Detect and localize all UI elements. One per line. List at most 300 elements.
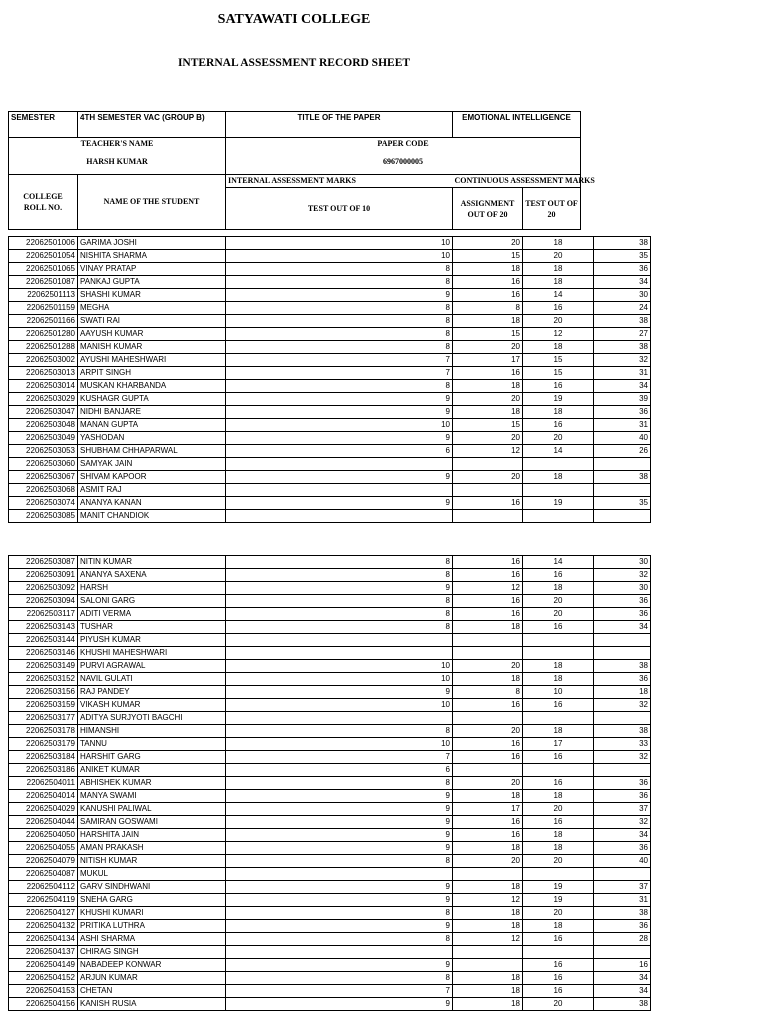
test20-cell: 20 <box>523 250 594 263</box>
student-name-cell: GARV SINDHWANI <box>78 881 226 894</box>
total40-cell: 28 <box>594 933 651 946</box>
roll-number-cell: 22062503087 <box>9 556 78 569</box>
assignment20-cell: 20 <box>453 341 523 354</box>
test10-cell: 9 <box>226 582 453 595</box>
student-name-cell: RAJ PANDEY <box>78 686 226 699</box>
table-row <box>9 686 651 699</box>
student-name-cell: YASHODAN <box>78 432 226 445</box>
total40-cell: 36 <box>594 608 651 621</box>
table-row <box>9 302 651 315</box>
student-name-cell: ANANYA SAXENA <box>78 569 226 582</box>
roll-number-cell: 22062501054 <box>9 250 78 263</box>
roll-number-cell: 22062503085 <box>9 510 78 523</box>
total40-cell: 35 <box>594 250 651 263</box>
table-row <box>9 673 651 686</box>
roll-number-cell: 22062503014 <box>9 380 78 393</box>
table-row <box>9 608 651 621</box>
total40-cell: 30 <box>594 582 651 595</box>
test10-cell: 8 <box>226 328 453 341</box>
test10-cell: 9 <box>226 829 453 842</box>
student-name-cell: GARIMA JOSHI <box>78 237 226 250</box>
roll-number-cell: 22062503177 <box>9 712 78 725</box>
roll-number-cell: 22062503156 <box>9 686 78 699</box>
assignment20-cell <box>453 510 523 523</box>
student-name-cell: ADITI VERMA <box>78 608 226 621</box>
assignment20-cell: 15 <box>453 419 523 432</box>
header-table <box>8 111 595 230</box>
test20-cell: 20 <box>523 998 594 1011</box>
test10-cell <box>226 647 453 660</box>
total40-cell <box>594 647 651 660</box>
table-row <box>9 393 651 406</box>
roll-number-cell: 22062501087 <box>9 276 78 289</box>
test10-cell: 9 <box>226 881 453 894</box>
assignment20-cell: 12 <box>453 445 523 458</box>
test20-cell: 18 <box>523 829 594 842</box>
student-name-cell: NISHITA SHARMA <box>78 250 226 263</box>
assignment20-cell: 16 <box>453 699 523 712</box>
test10-cell <box>226 868 453 881</box>
table-row <box>9 432 651 445</box>
table-row <box>9 484 651 497</box>
total40-cell <box>594 458 651 471</box>
roll-number-cell: 22062503047 <box>9 406 78 419</box>
total40-cell: 38 <box>594 315 651 328</box>
assignment20-cell: 8 <box>453 302 523 315</box>
test10-cell: 8 <box>226 569 453 582</box>
total40-cell: 34 <box>594 276 651 289</box>
student-name-cell: SWATI RAI <box>78 315 226 328</box>
table-row <box>9 751 651 764</box>
assignment20-cell: 20 <box>453 432 523 445</box>
table-row <box>9 595 651 608</box>
total40-cell <box>594 946 651 959</box>
test10-cell <box>226 712 453 725</box>
assignment20-cell: 8 <box>453 686 523 699</box>
total40-cell: 38 <box>594 471 651 484</box>
table-row <box>9 777 651 790</box>
table-row <box>9 725 651 738</box>
table-row <box>9 276 651 289</box>
total40-cell: 36 <box>594 920 651 933</box>
total40-cell <box>594 484 651 497</box>
test20-cell: 20 <box>523 315 594 328</box>
test20-cell: 18 <box>523 842 594 855</box>
test20-cell: 15 <box>523 354 594 367</box>
test20-cell: 20 <box>523 907 594 920</box>
student-name-cell: HARSHIT GARG <box>78 751 226 764</box>
roll-number-cell: 22062503143 <box>9 621 78 634</box>
student-name-cell: KHUSHI MAHESHWARI <box>78 647 226 660</box>
test20-cell: 16 <box>523 302 594 315</box>
roll-number-cell: 22062504079 <box>9 855 78 868</box>
assignment20-cell: 18 <box>453 380 523 393</box>
student-name-cell: MEGHA <box>78 302 226 315</box>
assignment20-cell: 20 <box>453 471 523 484</box>
test20-cell: 19 <box>523 497 594 510</box>
assignment20-cell: 16 <box>453 608 523 621</box>
roll-number-cell: 22062501006 <box>9 237 78 250</box>
roll-number-cell: 22062504112 <box>9 881 78 894</box>
table-row <box>9 621 651 634</box>
assignment20-cell: 18 <box>453 972 523 985</box>
total40-cell: 32 <box>594 699 651 712</box>
assignment20-cell: 20 <box>453 237 523 250</box>
student-name-cell: HARSHITA JAIN <box>78 829 226 842</box>
assignment20-cell: 20 <box>453 777 523 790</box>
student-name-cell: ARJUN KUMAR <box>78 972 226 985</box>
student-name-cell: KUSHAGR GUPTA <box>78 393 226 406</box>
student-name-cell: MANIT CHANDIOK <box>78 510 226 523</box>
test20-cell: 20 <box>523 595 594 608</box>
college-name: SATYAWATI COLLEGE <box>217 12 371 27</box>
total40-cell: 38 <box>594 341 651 354</box>
test20-cell: 16 <box>523 419 594 432</box>
test20-cell <box>523 634 594 647</box>
total40-cell: 36 <box>594 595 651 608</box>
test20-cell: 16 <box>523 777 594 790</box>
table-row <box>9 816 651 829</box>
test10-cell: 10 <box>226 699 453 712</box>
test10-cell <box>226 484 453 497</box>
test10-cell: 9 <box>226 471 453 484</box>
assignment20-cell: 18 <box>453 998 523 1011</box>
student-name-cell: SAMIRAN GOSWAMI <box>78 816 226 829</box>
test10-cell: 7 <box>226 367 453 380</box>
student-name-cell: ANANYA KANAN <box>78 497 226 510</box>
student-name-cell: AMAN PRAKASH <box>78 842 226 855</box>
assignment20-cell <box>453 764 523 777</box>
roll-number-cell: 22062504044 <box>9 816 78 829</box>
student-name-cell: KHUSHI KUMARI <box>78 907 226 920</box>
test10-cell: 9 <box>226 803 453 816</box>
student-name-cell: NITISH KUMAR <box>78 855 226 868</box>
table-row <box>9 406 651 419</box>
roll-number-cell: 22062503178 <box>9 725 78 738</box>
roll-number-cell: 22062504137 <box>9 946 78 959</box>
roll-number-cell: 22062501159 <box>9 302 78 315</box>
assignment20-cell: 18 <box>453 907 523 920</box>
roll-number-cell: 22062503091 <box>9 569 78 582</box>
total40-cell: 26 <box>594 445 651 458</box>
table-row <box>9 510 651 523</box>
roll-number-cell: 22062504014 <box>9 790 78 803</box>
total40-cell: 31 <box>594 419 651 432</box>
table-row <box>9 458 651 471</box>
table-row <box>9 445 651 458</box>
roll-number-cell: 22062503152 <box>9 673 78 686</box>
student-name-cell: PIYUSH KUMAR <box>78 634 226 647</box>
test10-cell: 8 <box>226 907 453 920</box>
total40-cell: 33 <box>594 738 651 751</box>
roll-number-cell: 22062503117 <box>9 608 78 621</box>
test20-cell <box>523 868 594 881</box>
roll-number-cell: 22062501280 <box>9 328 78 341</box>
test20-cell <box>523 484 594 497</box>
assignment20-cell: 20 <box>453 855 523 868</box>
assignment20-cell: 16 <box>453 276 523 289</box>
test10-cell: 8 <box>226 777 453 790</box>
table-row <box>9 237 651 250</box>
test20-cell: 14 <box>523 445 594 458</box>
student-name-cell: AYUSHI MAHESHWARI <box>78 354 226 367</box>
student-name-cell: SHIVAM KAPOOR <box>78 471 226 484</box>
test10-column-header: TEST OUT OF 10 <box>226 188 453 230</box>
roll-number-cell: 22062503092 <box>9 582 78 595</box>
paper-title-value: EMOTIONAL INTELLIGENCE <box>453 112 581 138</box>
table-row <box>9 946 651 959</box>
assignment20-cell: 17 <box>453 354 523 367</box>
total40-cell: 30 <box>594 289 651 302</box>
roll-number-cell: 22062503067 <box>9 471 78 484</box>
table-row <box>9 569 651 582</box>
total40-cell: 31 <box>594 367 651 380</box>
test10-cell: 10 <box>226 738 453 751</box>
test10-cell: 10 <box>226 660 453 673</box>
roll-number-cell: 22062503094 <box>9 595 78 608</box>
assignment20-cell: 16 <box>453 556 523 569</box>
table-row <box>9 868 651 881</box>
test10-cell: 10 <box>226 673 453 686</box>
table-row <box>9 699 651 712</box>
test10-cell: 9 <box>226 686 453 699</box>
test20-cell: 16 <box>523 699 594 712</box>
table-row <box>9 738 651 751</box>
test10-cell: 9 <box>226 816 453 829</box>
roll-number-cell: 22062501113 <box>9 289 78 302</box>
test20-cell: 18 <box>523 673 594 686</box>
test10-cell: 8 <box>226 302 453 315</box>
test20-cell: 16 <box>523 751 594 764</box>
total40-cell: 38 <box>594 725 651 738</box>
table-row <box>9 634 651 647</box>
test10-cell: 8 <box>226 608 453 621</box>
table-row <box>9 894 651 907</box>
roll-column-header: COLLEGE ROLL NO. <box>9 175 78 230</box>
total40-cell: 36 <box>594 406 651 419</box>
total40-cell: 18 <box>594 686 651 699</box>
total40-cell: 38 <box>594 998 651 1011</box>
assignment20-cell: 16 <box>453 595 523 608</box>
semester-label: SEMESTER <box>9 112 78 138</box>
student-name-cell: TUSHAR <box>78 621 226 634</box>
test10-cell: 8 <box>226 341 453 354</box>
test20-cell: 19 <box>523 393 594 406</box>
test10-cell: 10 <box>226 419 453 432</box>
test20-cell: 20 <box>523 803 594 816</box>
test10-cell: 7 <box>226 751 453 764</box>
assignment20-cell: 15 <box>453 250 523 263</box>
total40-cell: 34 <box>594 380 651 393</box>
student-name-cell: MANISH KUMAR <box>78 341 226 354</box>
continuous-marks-group-header: CONTINUOUS ASSESSMENT MARKS <box>453 175 581 188</box>
assignment20-cell: 18 <box>453 263 523 276</box>
test20-cell: 14 <box>523 556 594 569</box>
table-row <box>9 790 651 803</box>
student-name-cell: ABHISHEK KUMAR <box>78 777 226 790</box>
total40-cell: 32 <box>594 816 651 829</box>
test10-cell: 9 <box>226 432 453 445</box>
total40-cell: 40 <box>594 855 651 868</box>
total40-cell: 37 <box>594 803 651 816</box>
table-row <box>9 354 651 367</box>
test10-cell: 9 <box>226 998 453 1011</box>
student-name-cell: PURVI AGRAWAL <box>78 660 226 673</box>
student-name-cell: CHIRAG SINGH <box>78 946 226 959</box>
test10-cell: 6 <box>226 445 453 458</box>
assignment20-cell: 18 <box>453 920 523 933</box>
student-name-cell: NITIN KUMAR <box>78 556 226 569</box>
table-row <box>9 933 651 946</box>
assignment20-cell: 18 <box>453 881 523 894</box>
semester-value: 4TH SEMESTER VAC (GROUP B) <box>78 112 226 138</box>
internal-marks-group-header: INTERNAL ASSESSMENT MARKS <box>226 175 453 188</box>
assignment20-cell <box>453 946 523 959</box>
total40-cell: 30 <box>594 556 651 569</box>
student-name-cell: PRITIKA LUTHRA <box>78 920 226 933</box>
table-row <box>9 289 651 302</box>
total40-cell: 32 <box>594 354 651 367</box>
test10-cell: 8 <box>226 933 453 946</box>
student-name-cell: SNEHA GARG <box>78 894 226 907</box>
test10-cell: 8 <box>226 263 453 276</box>
total40-cell: 36 <box>594 777 651 790</box>
table-row <box>9 419 651 432</box>
assignment20-cell: 16 <box>453 816 523 829</box>
total40-cell: 32 <box>594 569 651 582</box>
table-row <box>9 582 651 595</box>
test20-cell: 20 <box>523 608 594 621</box>
test10-cell: 8 <box>226 380 453 393</box>
assignment20-cell: 16 <box>453 829 523 842</box>
assignment20-cell: 15 <box>453 328 523 341</box>
table-row <box>9 881 651 894</box>
test10-cell: 9 <box>226 959 453 972</box>
table-row <box>9 712 651 725</box>
test10-cell: 9 <box>226 894 453 907</box>
table-row <box>9 380 651 393</box>
paper-title-label: TITLE OF THE PAPER <box>226 112 453 138</box>
roll-number-cell: 22062503186 <box>9 764 78 777</box>
total40-cell: 36 <box>594 263 651 276</box>
test20-cell <box>523 946 594 959</box>
student-name-cell: PANKAJ GUPTA <box>78 276 226 289</box>
roll-number-cell: 22062503029 <box>9 393 78 406</box>
test10-cell: 8 <box>226 556 453 569</box>
test20-column-header: TEST OUT OF 20 <box>523 188 581 230</box>
student-name-cell: SHUBHAM CHHAPARWAL <box>78 445 226 458</box>
roll-number-cell: 22062503060 <box>9 458 78 471</box>
roll-number-cell: 22062503068 <box>9 484 78 497</box>
table-row <box>9 556 651 569</box>
teacher-value: HARSH KUMAR <box>9 150 226 175</box>
test20-cell: 16 <box>523 933 594 946</box>
total40-cell: 36 <box>594 790 651 803</box>
test20-cell: 18 <box>523 263 594 276</box>
test10-cell: 9 <box>226 842 453 855</box>
roll-number-cell: 22062504152 <box>9 972 78 985</box>
test20-cell <box>523 510 594 523</box>
assignment20-cell: 20 <box>453 660 523 673</box>
test10-cell: 9 <box>226 920 453 933</box>
assignment20-cell: 16 <box>453 569 523 582</box>
roll-number-cell: 22062504156 <box>9 998 78 1011</box>
student-name-cell: MANYA SWAMI <box>78 790 226 803</box>
roll-number-cell: 22062504149 <box>9 959 78 972</box>
assignment20-cell: 18 <box>453 673 523 686</box>
test20-cell: 18 <box>523 471 594 484</box>
assignment20-cell: 18 <box>453 842 523 855</box>
test20-cell: 18 <box>523 237 594 250</box>
assignment20-cell: 18 <box>453 790 523 803</box>
test10-cell: 9 <box>226 790 453 803</box>
test20-cell: 19 <box>523 881 594 894</box>
total40-cell: 38 <box>594 907 651 920</box>
assignment20-column-header: ASSIGNMENT OUT OF 20 <box>453 188 523 230</box>
roll-number-cell: 22062503074 <box>9 497 78 510</box>
test20-cell: 18 <box>523 790 594 803</box>
table-row <box>9 341 651 354</box>
roll-number-cell: 22062504153 <box>9 985 78 998</box>
roll-number-cell: 22062504055 <box>9 842 78 855</box>
test20-cell: 18 <box>523 276 594 289</box>
total40-cell: 36 <box>594 673 651 686</box>
student-name-cell: NIDHI BANJARE <box>78 406 226 419</box>
test10-cell: 9 <box>226 497 453 510</box>
assignment20-cell: 20 <box>453 393 523 406</box>
assignment20-cell: 16 <box>453 289 523 302</box>
test20-cell <box>523 647 594 660</box>
student-name-cell: SALONI GARG <box>78 595 226 608</box>
test10-cell: 9 <box>226 406 453 419</box>
name-column-header: NAME OF THE STUDENT <box>78 175 226 230</box>
table-row <box>9 998 651 1011</box>
roll-number-cell: 22062504132 <box>9 920 78 933</box>
assignment20-cell <box>453 647 523 660</box>
teacher-label: TEACHER'S NAME <box>9 138 226 151</box>
assignment20-cell: 17 <box>453 803 523 816</box>
table-row <box>9 647 651 660</box>
test10-cell: 9 <box>226 393 453 406</box>
test20-cell: 18 <box>523 660 594 673</box>
total40-cell: 34 <box>594 985 651 998</box>
student-name-cell: ARPIT SINGH <box>78 367 226 380</box>
table-row <box>9 471 651 484</box>
test10-cell: 10 <box>226 237 453 250</box>
table-row <box>9 497 651 510</box>
test10-cell: 7 <box>226 354 453 367</box>
assignment20-cell: 18 <box>453 985 523 998</box>
assignment20-cell: 18 <box>453 621 523 634</box>
total40-cell: 31 <box>594 894 651 907</box>
total40-cell: 32 <box>594 751 651 764</box>
assignment20-cell: 12 <box>453 582 523 595</box>
table-row <box>9 959 651 972</box>
test10-cell: 8 <box>226 621 453 634</box>
student-name-cell: SAMYAK JAIN <box>78 458 226 471</box>
table-row <box>9 250 651 263</box>
test20-cell <box>523 458 594 471</box>
assignment20-cell: 16 <box>453 367 523 380</box>
test20-cell: 12 <box>523 328 594 341</box>
student-name-cell: NAVIL GULATI <box>78 673 226 686</box>
test10-cell: 6 <box>226 764 453 777</box>
test10-cell: 10 <box>226 250 453 263</box>
student-name-cell: SHASHI KUMAR <box>78 289 226 302</box>
total40-cell: 37 <box>594 881 651 894</box>
total40-cell <box>594 868 651 881</box>
test10-cell <box>226 510 453 523</box>
